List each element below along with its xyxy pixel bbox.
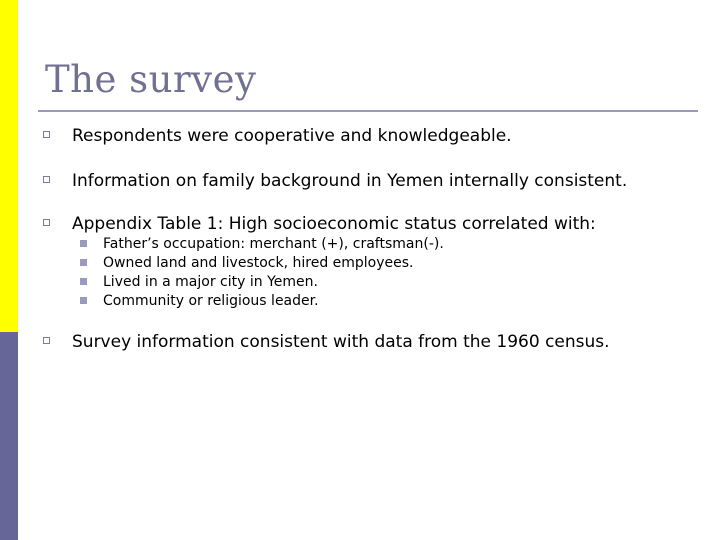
filled-square-bullet-icon <box>80 259 87 266</box>
bullet-text: Appendix Table 1: High socioeconomic status correlated with: <box>72 214 596 234</box>
sub-bullet-text: Owned land and livestock, hired employees. <box>103 255 414 271</box>
hollow-square-bullet-icon <box>43 337 50 344</box>
sub-bullet-text: Father’s occupation: merchant (+), craftsman(-). <box>103 236 444 252</box>
bullet-text: Information on family background in Yemen internally consistent. <box>72 171 628 191</box>
hollow-square-bullet-icon <box>43 219 50 226</box>
sub-bullet-text: Lived in a major city in Yemen. <box>103 274 318 290</box>
filled-square-bullet-icon <box>80 278 87 285</box>
sub-bullet-text: Community or religious leader. <box>103 293 319 309</box>
filled-square-bullet-icon <box>80 297 87 304</box>
title-divider <box>38 110 698 112</box>
slide-title: The survey <box>45 58 257 101</box>
filled-square-bullet-icon <box>80 240 87 247</box>
hollow-square-bullet-icon <box>43 176 50 183</box>
accent-bar-yellow <box>0 0 18 332</box>
bullet-text: Survey information consistent with data from the 1960 census. <box>72 332 610 352</box>
bullet-text: Respondents were cooperative and knowledgeable. <box>72 126 512 146</box>
hollow-square-bullet-icon <box>43 131 50 138</box>
accent-bar-purple <box>0 332 18 540</box>
